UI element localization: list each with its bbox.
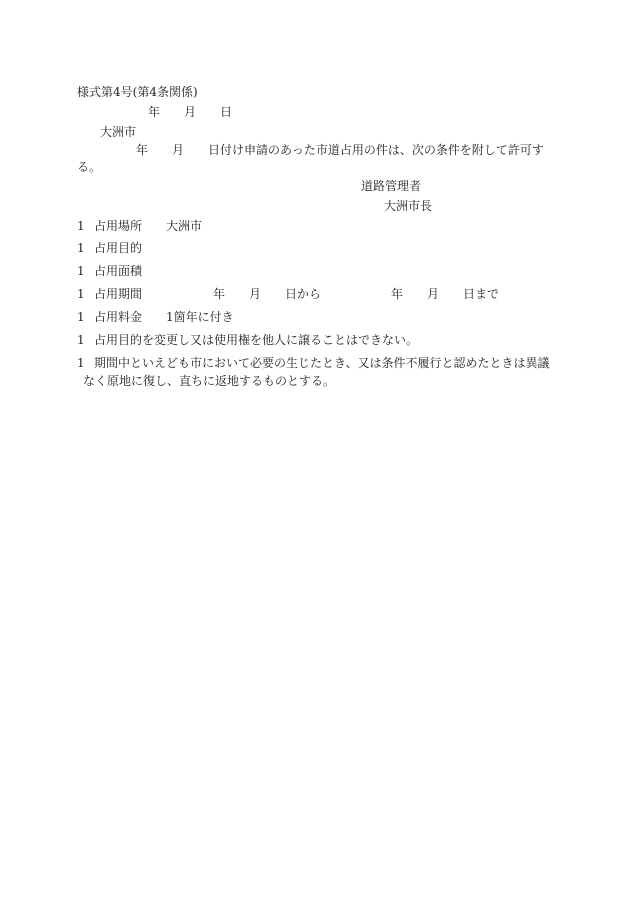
period-start-day-label: 日から	[285, 287, 322, 301]
authority-name: 大洲市長	[384, 199, 433, 213]
condition-label: 占用期間	[94, 287, 143, 301]
intro-text-continued: る。	[77, 160, 102, 174]
period-end-month-label: 月	[427, 287, 440, 301]
authority-title: 道路管理者	[361, 179, 422, 193]
date-day-label: 日	[220, 105, 233, 119]
condition-number: 1	[77, 219, 85, 233]
period-start-year-label: 年	[213, 287, 226, 301]
form-style-number: 様式第4号(第4条関係)	[77, 85, 198, 99]
period-end-year-label: 年	[391, 287, 404, 301]
period-start-month-label: 月	[249, 287, 262, 301]
condition-label: 占用料金	[94, 310, 143, 324]
condition-text: 占用目的を変更し又は使用権を他人に譲ることはできない。	[94, 333, 419, 347]
condition-number: 1	[77, 287, 85, 301]
condition-label: 占用場所	[94, 219, 143, 233]
condition-text: 期間中といえども市において必要の生じたとき、又は条件不履行と認めたときは異議	[94, 356, 550, 370]
condition-label: 占用面積	[94, 264, 143, 278]
condition-value: 大洲市	[166, 219, 203, 233]
condition-label: 占用目的	[94, 241, 143, 255]
condition-number: 1	[77, 310, 85, 324]
condition-restore-continued: なく原地に復し、直ちに返地するものとする。	[83, 374, 336, 388]
date-year-label: 年	[148, 105, 161, 119]
condition-number: 1	[77, 356, 85, 370]
condition-number: 1	[77, 241, 85, 255]
period-end-day-label: 日まで	[463, 287, 500, 301]
intro-month-label: 月	[172, 143, 185, 157]
addressee: 大洲市	[100, 125, 137, 139]
intro-text: 日付け申請のあった市道占用の件は、次の条件を附して許可す	[208, 143, 544, 157]
intro-year-label: 年	[136, 143, 149, 157]
condition-number: 1	[77, 333, 85, 347]
condition-number: 1	[77, 264, 85, 278]
date-month-label: 月	[184, 105, 197, 119]
condition-value: 1箇年に付き	[166, 310, 234, 324]
